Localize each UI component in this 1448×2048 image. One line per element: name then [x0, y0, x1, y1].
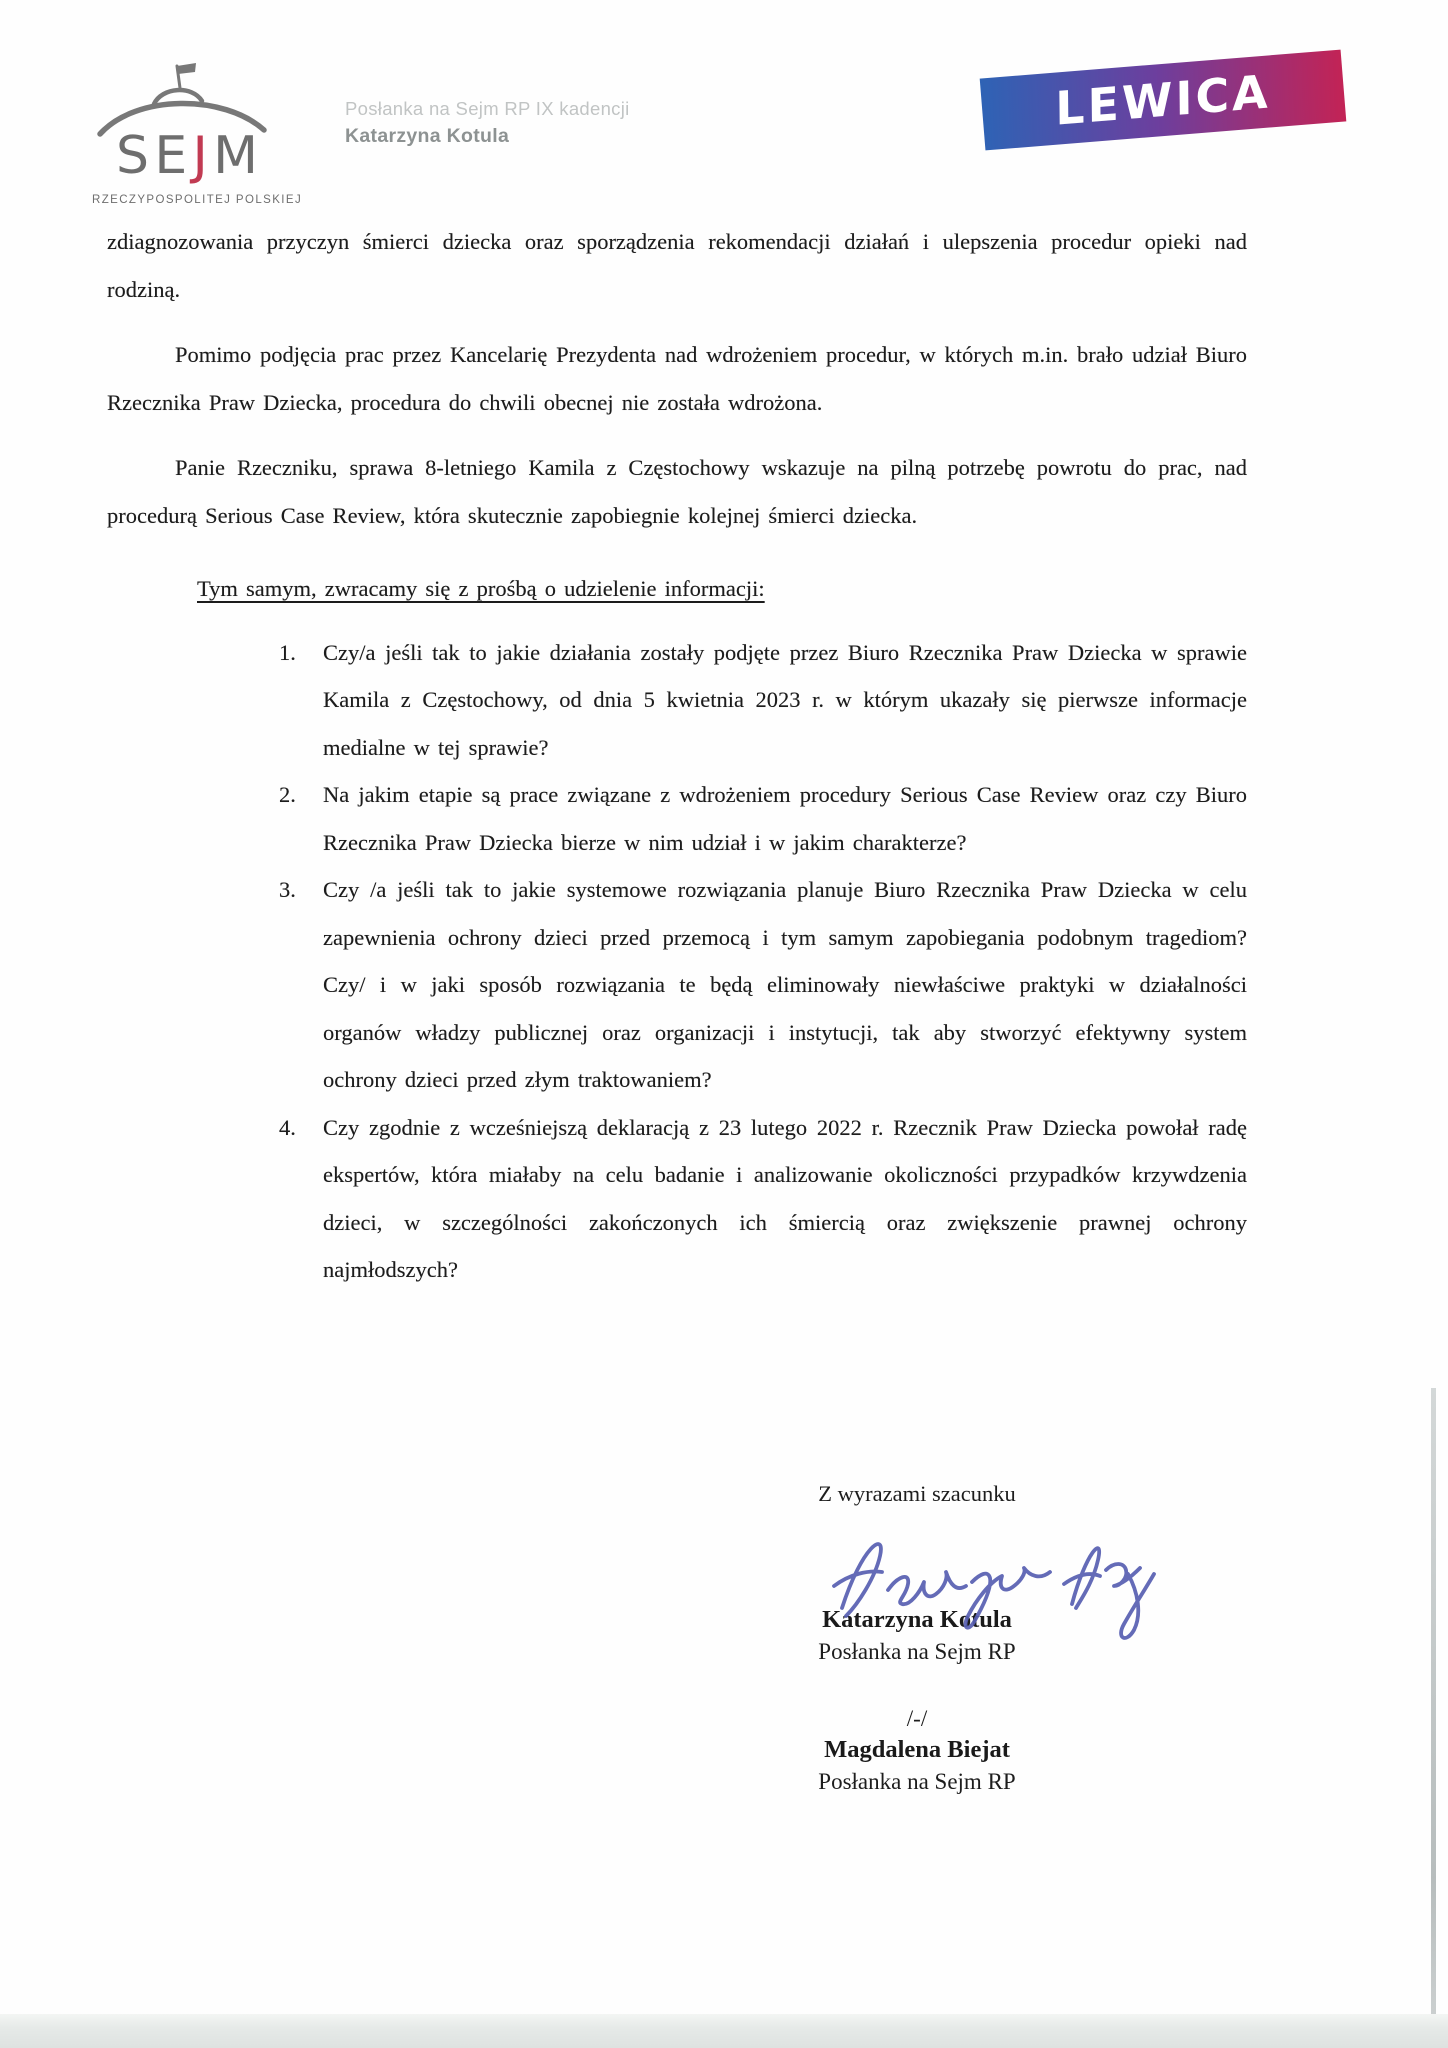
signatory-title: Posłanka na Sejm RP: [818, 1639, 1016, 1664]
question-item: [279, 771, 1247, 866]
sejm-logo: [88, 58, 303, 218]
handwritten-signature-katarzyna-kotula: [828, 1512, 1158, 1662]
question-text: Czy /a jeśli tak to jakie systemowe rozwiązania planuje Biuro Rzecznika Praw Dziecka w celu zapewnienia ochrony dzieci przed przemocą i tym samym zapobiegania podobnym tragediom? Czy/ i w jaki sposób rozwiązania te będą eliminowały niewłaściwe praktyki w działalności organów władzy publicznej oraz organizacji i instytucji, tak aby stworzyć efektywny system ochrony dzieci przed złym traktowaniem?: [323, 877, 1247, 1092]
scan-bottom-shadow: [0, 2014, 1448, 2048]
question-number: 3.: [279, 877, 296, 902]
question-item: [279, 1104, 1247, 1294]
question-text: Czy/a jeśli tak to jakie działania zostały podjęte przez Biuro Rzecznika Praw Dziecka w sprawie Kamila z Częstochowy, od dnia 5 kwietnia 2023 r. w którym ukazały się pierwsze informacje medialne w tej sprawie?: [323, 639, 1247, 760]
question-item: [279, 629, 1247, 772]
lewica-logo: [980, 50, 1347, 151]
question-list: [279, 629, 1247, 1294]
sender-name: Katarzyna Kotula: [345, 125, 510, 147]
signature-mark: /-/: [906, 1706, 928, 1731]
scan-edge-line: [1431, 1388, 1436, 2016]
sejm-letter: S: [116, 126, 150, 186]
question-number: 4.: [279, 1114, 296, 1140]
sejm-letter-red-j: J: [192, 126, 208, 186]
signature-block-2: [767, 1704, 1067, 1798]
sender-block: [345, 98, 630, 148]
sejm-subtitle: RZECZYPOSPOLITEJ POLSKIEJ: [92, 194, 303, 206]
sender-role: Posłanka na Sejm RP IX kadencji: [345, 98, 630, 119]
question-text: Czy zgodnie z wcześniejszą deklaracją z 23 lutego 2022 r. Rzecznik Praw Dziecka powołał radę ekspertów, która miałaby na celu badanie i analizowanie okoliczności przypadków krzywdzenia dzieci, w szczególności zakończonych ich śmiercią oraz zwiększenie prawnej ochrony najmłodszych?: [323, 1114, 1247, 1282]
paragraph: Panie Rzeczniku, sprawa 8-letniego Kamila z Częstochowy wskazuje na pilną potrzebę powrotu do prac, nad procedurą Serious Case Review, która skutecznie zapobiegnie kolejnej śmierci dziecka.: [107, 455, 1247, 528]
sejm-letter: E: [154, 126, 188, 186]
letter-body: [107, 218, 1247, 1294]
lewica-wordmark: LEWICA: [1055, 64, 1271, 136]
signatory-name: Magdalena Biejat: [824, 1736, 1010, 1763]
sejm-wordmark: [116, 128, 258, 184]
paragraph: Pomimo podjęcia prac przez Kancelarię Prezydenta nad wdrożeniem procedur, w których m.in. brało udział Biuro Rzecznika Praw Dziecka, procedura do chwili obecnej nie została wdrożona.: [107, 342, 1247, 415]
signatory-title: Posłanka na Sejm RP: [818, 1769, 1016, 1794]
sejm-letter: M: [213, 126, 258, 186]
salutation: Z wyrazami szacunku: [818, 1481, 1016, 1506]
request-heading: Tym samym, zwracamy się z prośbą o udzielenie informacji:: [197, 576, 765, 601]
question-text: Na jakim etapie są prace związane z wdrożeniem procedury Serious Case Review oraz czy Biuro Rzecznika Praw Dziecka bierze w nim udział i w jakim charakterze?: [323, 782, 1247, 855]
signatory-name: Katarzyna Kotula: [822, 1606, 1012, 1633]
question-item: [279, 866, 1247, 1104]
question-number: 1.: [279, 639, 296, 665]
paragraph: zdiagnozowania przyczyn śmierci dziecka oraz sporządzenia rekomendacji działań i ulepszenia procedur opieki nad rodziną.: [107, 229, 1247, 302]
question-number: 2.: [279, 782, 296, 807]
